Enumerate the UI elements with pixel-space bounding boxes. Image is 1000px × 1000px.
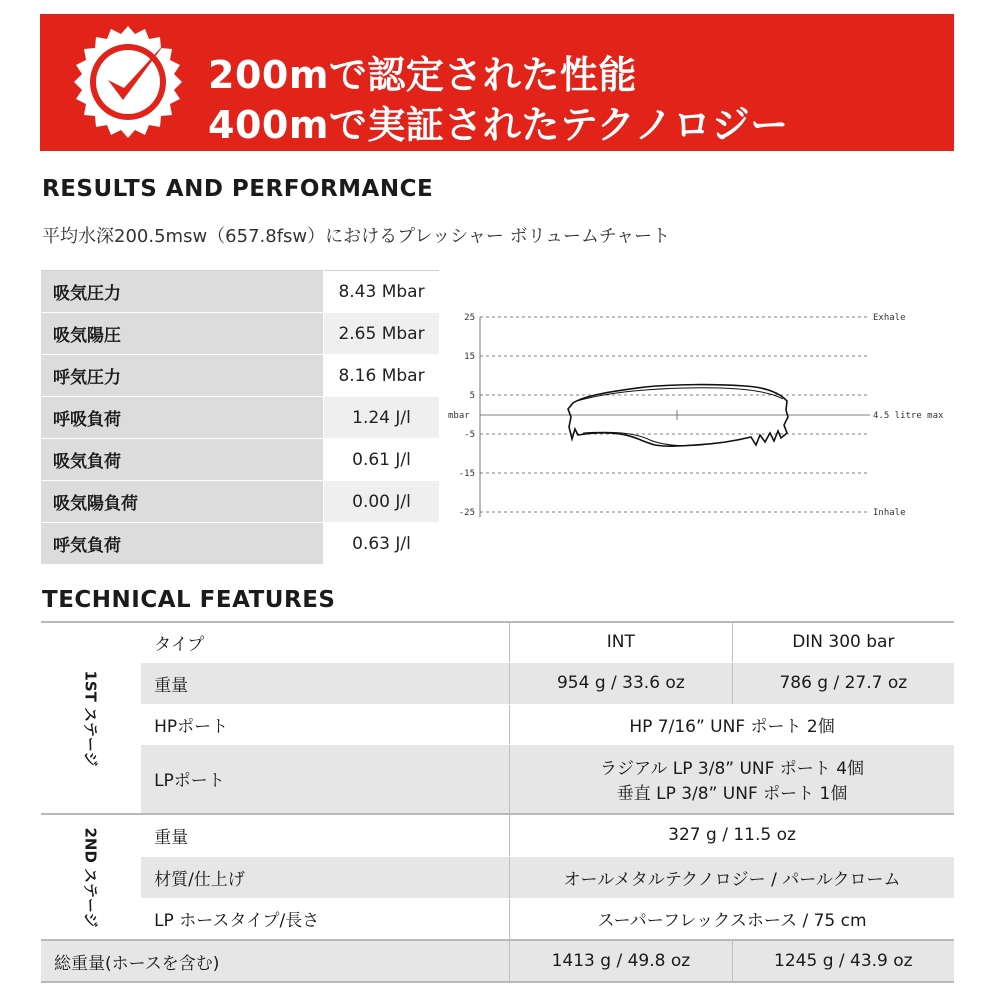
table-row	[41, 814, 954, 856]
ytick-label: -5	[464, 430, 475, 440]
result-value: 0.63 J/l	[324, 523, 440, 565]
results-row	[41, 439, 439, 481]
result-value: 2.65 Mbar	[324, 313, 440, 355]
lp-port-value	[510, 744, 954, 814]
result-label: 吸気圧力	[41, 271, 324, 313]
weight-din: 786 g / 27.7 oz	[732, 662, 954, 704]
weight-label: 重量	[141, 662, 510, 704]
total-weight-din: 1245 g / 43.9 oz	[732, 940, 954, 982]
banner-headline-2: 400mで実証されたテクノロジー	[208, 103, 789, 147]
type-din: DIN 300 bar	[732, 622, 954, 662]
stage2-weight-value: 327 g / 11.5 oz	[510, 814, 954, 856]
table-row	[41, 744, 954, 814]
ytick-label: -25	[458, 508, 475, 518]
table-row	[41, 940, 954, 982]
result-label: 吸気陽圧	[41, 313, 324, 355]
material-label: 材質/仕上げ	[141, 856, 510, 898]
ytick-label: -15	[458, 469, 475, 479]
lp-port-label: LPポート	[141, 744, 510, 814]
ytick-label: 25	[464, 313, 475, 323]
inhale-annotation: Inhale	[873, 508, 906, 518]
hp-port-label: HPポート	[141, 704, 510, 744]
type-int: INT	[510, 622, 733, 662]
breathing-loop-series-2	[577, 388, 783, 446]
type-label: タイプ	[141, 622, 510, 662]
exhale-annotation: Exhale	[873, 313, 906, 323]
weight-label: 重量	[141, 814, 510, 856]
stage2-label: 2ND ステージ	[81, 826, 100, 928]
result-value: 1.24 J/l	[324, 397, 440, 439]
volume-annotation: 4.5 litre max	[873, 411, 944, 421]
lp-port-line1: ラジアル LP 3/8” UNF ポート 4個	[600, 758, 865, 779]
result-label: 吸気負荷	[41, 439, 324, 481]
lp-port-line2: 垂直 LP 3/8” UNF ポート 1個	[616, 783, 848, 804]
results-subtitle: 平均水深200.5msw（657.8fsw）におけるプレッシャー ボリュームチャート	[42, 226, 671, 247]
checkmark-seal-icon	[68, 24, 188, 144]
results-heading: RESULTS AND PERFORMANCE	[42, 176, 434, 202]
table-row	[41, 856, 954, 898]
result-value: 8.16 Mbar	[324, 355, 440, 397]
results-row	[41, 397, 439, 439]
result-label: 呼気負荷	[41, 523, 324, 565]
hp-port-value: HP 7/16” UNF ポート 2個	[510, 704, 954, 744]
ytick-label: 15	[464, 352, 475, 362]
technical-heading: TECHNICAL FEATURES	[42, 587, 336, 613]
total-weight-int: 1413 g / 49.8 oz	[510, 940, 733, 982]
results-row	[41, 481, 439, 523]
results-row	[41, 523, 439, 565]
pressure-volume-chart	[445, 305, 955, 530]
result-value: 0.00 J/l	[324, 481, 440, 523]
stage1-label: 1ST ステージ	[81, 669, 100, 767]
results-row	[41, 313, 439, 355]
stage1-cell	[41, 622, 141, 814]
result-value: 8.43 Mbar	[324, 271, 440, 313]
result-label: 呼吸負荷	[41, 397, 324, 439]
hero-banner	[40, 14, 954, 151]
material-value: オールメタルテクノロジー / パールクローム	[510, 856, 954, 898]
results-row	[41, 271, 439, 313]
stage2-cell	[41, 814, 141, 940]
result-label: 呼気圧力	[41, 355, 324, 397]
table-row	[41, 704, 954, 744]
table-row	[41, 662, 954, 704]
result-label: 吸気陽負荷	[41, 481, 324, 523]
ytick-label: 5	[469, 391, 475, 401]
y-axis-label: mbar	[448, 411, 470, 421]
results-table	[41, 270, 439, 565]
hose-label: LP ホースタイプ/長さ	[141, 898, 510, 940]
result-value: 0.61 J/l	[324, 439, 440, 481]
weight-int: 954 g / 33.6 oz	[510, 662, 733, 704]
table-row	[41, 622, 954, 662]
hose-value: スーパーフレックスホース / 75 cm	[510, 898, 954, 940]
results-row	[41, 355, 439, 397]
total-weight-label: 総重量(ホースを含む)	[41, 940, 510, 982]
technical-table	[41, 621, 954, 983]
table-row	[41, 898, 954, 940]
banner-headline-1: 200mで認定された性能	[208, 53, 637, 97]
